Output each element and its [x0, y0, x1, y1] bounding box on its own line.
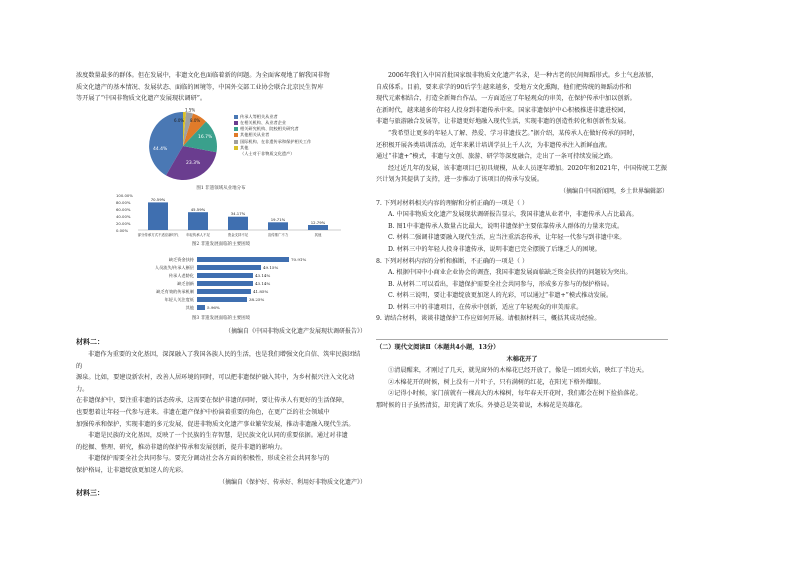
hbar-label: 缺乏有效的传承机制 — [156, 288, 194, 294]
legend-label: 传承人等相关从业者 — [240, 113, 278, 119]
y-tick: 100.00% — [116, 192, 133, 198]
hbar-figure — [76, 254, 366, 326]
x-category: 宣传推广不力 — [267, 232, 289, 237]
pie-label: 6.0% — [174, 117, 185, 123]
pie-label: 23.3% — [186, 160, 201, 166]
pie-label: 8.0% — [190, 117, 201, 123]
body-text: 经过近几年的发展，该非遗项目已初具规模，从业人员逐年增加。2020年和2021年，中国传统工艺振兴计划为其提供了支持，进一步推动了该项目的传承与发展。 — [376, 164, 667, 184]
legend-swatch — [234, 140, 238, 144]
body-text: 加强传承和保护，实现非遗的多元发展，促进非物质文化遗产事业繁荣发展，推动非遗融入现代生活。 — [76, 420, 355, 428]
y-tick: 20.00% — [116, 220, 131, 226]
body-text: 通过“非遗+”模式，非遗与文创、旅游、研学等深度融合，走出了一条可持续发展之路。 — [376, 153, 617, 161]
pie-chart — [138, 108, 228, 184]
bar-value: 34.17% — [230, 210, 246, 216]
hbar-label: 年轻人关注度低 — [164, 296, 194, 302]
option: D. 材料三中的年轻人投身非遗传承，说明非遗已完全摆脱了后继乏人的困境。 — [388, 245, 601, 253]
source-note: （摘编自《保护好、传承好、利用好非物质文化遗产》） — [218, 478, 366, 486]
intro-line: 质文化遗产的基本情况、发展状态、面临的困境等，中国外交部工业协会联合北京民生智库 — [76, 83, 324, 91]
hbar-value: 41.85% — [253, 288, 269, 294]
body-text: 非遗是民族的文化基因，反映了一个民族的生存智慧，是民族文化认同的重要依据。通过对非遗 — [88, 432, 348, 440]
legend-label: 在相关机构、从业者企业 — [240, 119, 287, 125]
question-8: 8. 下列对材料内容的分析和推断，不正确的一项是（ ） — [376, 257, 529, 265]
legend-swatch — [234, 115, 238, 119]
story-text: ②记得小时候，家门前就有一棵高大的木棉树，每年春天开花时，我们都会在树下捡拾落花。 — [388, 390, 642, 398]
legend-note: （人士对于非物质文化遗产） — [240, 151, 295, 156]
option: C. 材料二强调非遗要融入现代生活，应当注重活态传承，让年轻一代参与到非遗中来。 — [388, 234, 626, 242]
story-text: ①清晨醒来，才刚过了几天，就见窗外的木棉花已经开放了，像是一团团火焰，映红了半边天。 — [388, 367, 648, 375]
right-column — [376, 70, 668, 412]
y-tick: 60.00% — [116, 206, 131, 212]
hbar-value: 49.15% — [263, 264, 279, 270]
source-note: （摘编自中国新闻网，乡土世界编辑部） — [559, 187, 668, 195]
body-text: 自成体系。目前，要来求学的90后学生越来越多，受地方文化熏陶，他们把传统的舞蹈动作和 — [376, 83, 632, 91]
vbar-caption: 图2 非遗发展面临的主要困境 — [191, 241, 251, 247]
bar-value: 70.59% — [150, 196, 166, 202]
source-note: （摘编自《中国非物质文化遗产发展现状调研报告》） — [224, 327, 366, 335]
option: B. 从材料二可以看出，非遗保护需要全社会共同参与，形成多方参与的保护格局。 — [388, 280, 614, 288]
option: A. 中国非物质文化遗产发展现状调研报告显示，我国非遗从业者中，非遗传承人占比最高。 — [388, 211, 638, 219]
hbar-bar — [197, 289, 251, 294]
body-text: “我希望让更多的年轻人了解、热爱、学习非遗技艺。”据介绍，某传承人在做好传承的同时， — [388, 129, 639, 137]
legend-swatch — [234, 146, 238, 150]
x-category: 年轻传承人不足 — [186, 232, 210, 237]
bar — [308, 225, 328, 230]
body-text: 2006年我们入中国首批国家级非物质文化遗产名录，是一种古老的民间舞蹈形式。乡土气息浓郁， — [388, 72, 658, 79]
body-text: 在非遗保护中，要注重非遗的活态传承，这需要在保护非遗的同时，要让传承人有更好的生活保障， — [76, 397, 349, 405]
x-category: 部分传承方式不适应新时代 — [137, 232, 179, 237]
intro-line: 等开展了“中国非物质文化遗产发展现状调研”。 — [76, 95, 207, 103]
legend-swatch — [234, 127, 238, 131]
bar-value: 45.59% — [190, 206, 206, 212]
bar — [188, 212, 208, 230]
hbar-chart — [124, 256, 324, 312]
x-category: 其他 — [314, 232, 322, 237]
answer-lines — [376, 325, 668, 340]
y-tick: 0.00% — [116, 227, 129, 233]
question-9: 9. 请结合材料，谈谈非遗保护工作应如何开展。请根据材料三，概括其成功经验。 — [376, 315, 601, 323]
pie-label: 44.4% — [153, 146, 168, 152]
material-3-heading: 材料三： — [76, 489, 104, 498]
bar — [228, 216, 248, 229]
body-text: 非遗保护需要全社会共同参与。要充分调动社会各方面的积极性，形成全社会共同参与的 — [88, 455, 330, 463]
hbar-value: 43.14% — [255, 272, 271, 278]
bar — [268, 222, 288, 230]
hbar-row — [124, 304, 324, 312]
body-text: 现代元素相结合，打造全新舞台作品，一方面适应了年轻观众的审美，在保护传承中加以创新。 — [376, 95, 636, 103]
body-text: 源泉。比如，要建设新农村，改善人居环境的同时，可以把非遗保护融入其中，为乡村振兴注入文化动力。 — [76, 374, 355, 393]
hbar-bar — [197, 281, 253, 286]
hbar-label: 缺乏资金扶持 — [168, 256, 194, 262]
option: C. 材料三说明，要让非遗绽放更加迷人的光彩，可以通过“非遗+”模式推动发展。 — [388, 292, 613, 300]
hbar-bar — [197, 305, 205, 310]
body-text: 在新时代，越来越多的年轻人投身到非遗传承中来。国家非遗保护中心积极推进非遗进校园， — [376, 106, 630, 114]
section-title: （二）现代文阅读Ⅱ（本题共4小题，13分） — [376, 344, 500, 352]
legend-label: 国际机构、在非遗传承和保护相关工作 — [240, 138, 312, 144]
x-category: 资金支持不足 — [227, 232, 249, 237]
legend-swatch — [234, 133, 238, 137]
option: D. 材料三中的非遗项目，在传承中创新，适应了年轻观众的审美需求。 — [388, 303, 583, 311]
option: A. 根据中国中小商业企业协会的调查，我国非遗发展面临缺乏资金扶持的问题较为突出。 — [388, 269, 632, 277]
pie-legend — [234, 114, 364, 157]
pie-label: 16.7% — [198, 134, 213, 140]
body-text: 非遗与旅游融合发展等，让非遗更好地融入现代生活，实现非遗的创造性转化和创新性发展。 — [376, 118, 630, 126]
vbar-figure — [76, 192, 366, 254]
legend-label: 其他相关从业者 — [240, 132, 270, 138]
bar-value: 12.79% — [310, 219, 326, 225]
vbar-chart — [116, 192, 346, 248]
hbar-label: 缺乏创新 — [177, 280, 194, 286]
story-title: 木棉花开了 — [506, 355, 538, 363]
option: B. 图1中非遗传承人数量占比最大，说明非遗保护主要依靠传承人群体的力量来完成。 — [388, 222, 624, 230]
bar-value: 19.71% — [270, 216, 286, 222]
body-text: 非遗作为重要的文化基因，深深融入了我国各族人民的生活，也是我们增强文化自信、筑牢民族团结的 — [76, 350, 361, 370]
body-text: 保护格局，让非遗绽放更加迷人的光彩。 — [76, 466, 188, 474]
story-text: 那时候的日子虽然清贫，却充满了欢乐。外婆总是笑着说，木棉花是英雄花。 — [376, 402, 587, 410]
legend-swatch — [234, 121, 238, 125]
legend-label: 相关研究机构、院校相关研究者 — [240, 126, 299, 132]
intro-line: 浓度数量最多的群体。但在发展中，非遗文化也面临着新的问题。为全面客观地了解我国非物 — [76, 72, 330, 79]
hbar-label: 其他 — [185, 304, 194, 310]
left-column — [76, 70, 366, 500]
body-text: 还积极开展各类培训活动，近年来累计培训学员上千人次，为非遗传承注入新鲜血液。 — [376, 141, 612, 149]
hbar-caption: 图3 非遗发展面临的主要困境 — [191, 315, 251, 321]
pie-figure — [76, 108, 366, 192]
y-tick: 40.00% — [116, 213, 131, 219]
material-2-heading: 材料二： — [76, 338, 104, 347]
body-text: 的挖掘、整理、研究，推动非遗的保护传承和发展创新，提升非遗的影响力。 — [76, 443, 287, 451]
hbar-bar — [197, 265, 261, 270]
hbar-label: 传承人老龄化 — [168, 272, 194, 278]
legend-label: 其他 — [240, 144, 249, 150]
y-tick: 80.00% — [116, 199, 131, 205]
bar — [148, 202, 168, 230]
hbar-value: 70.91% — [291, 256, 307, 262]
body-text: 也要想着让年轻一代参与进来。非遗在遗产保护中扮演着重要的角色，在更广泛的社会领域中 — [76, 408, 330, 416]
hbar-value: 43.14% — [255, 280, 271, 286]
pie-label: 1.5% — [185, 107, 196, 113]
hbar-bar — [197, 273, 253, 278]
pie-caption: 图1 非遗领域从业地分布 — [196, 185, 246, 191]
question-7: 7. 下列对材料相关内容的理解和分析正确的一项是（ ） — [376, 199, 529, 207]
story-text: ②木棉花开的时候，树上没有一片叶子，只有满树的红花，在阳光下格外耀眼。 — [388, 378, 605, 386]
hbar-value: 38.25% — [249, 296, 265, 302]
hbar-label: 人员流失/传承人断层 — [154, 264, 194, 270]
hbar-value: 5.96% — [207, 304, 220, 310]
